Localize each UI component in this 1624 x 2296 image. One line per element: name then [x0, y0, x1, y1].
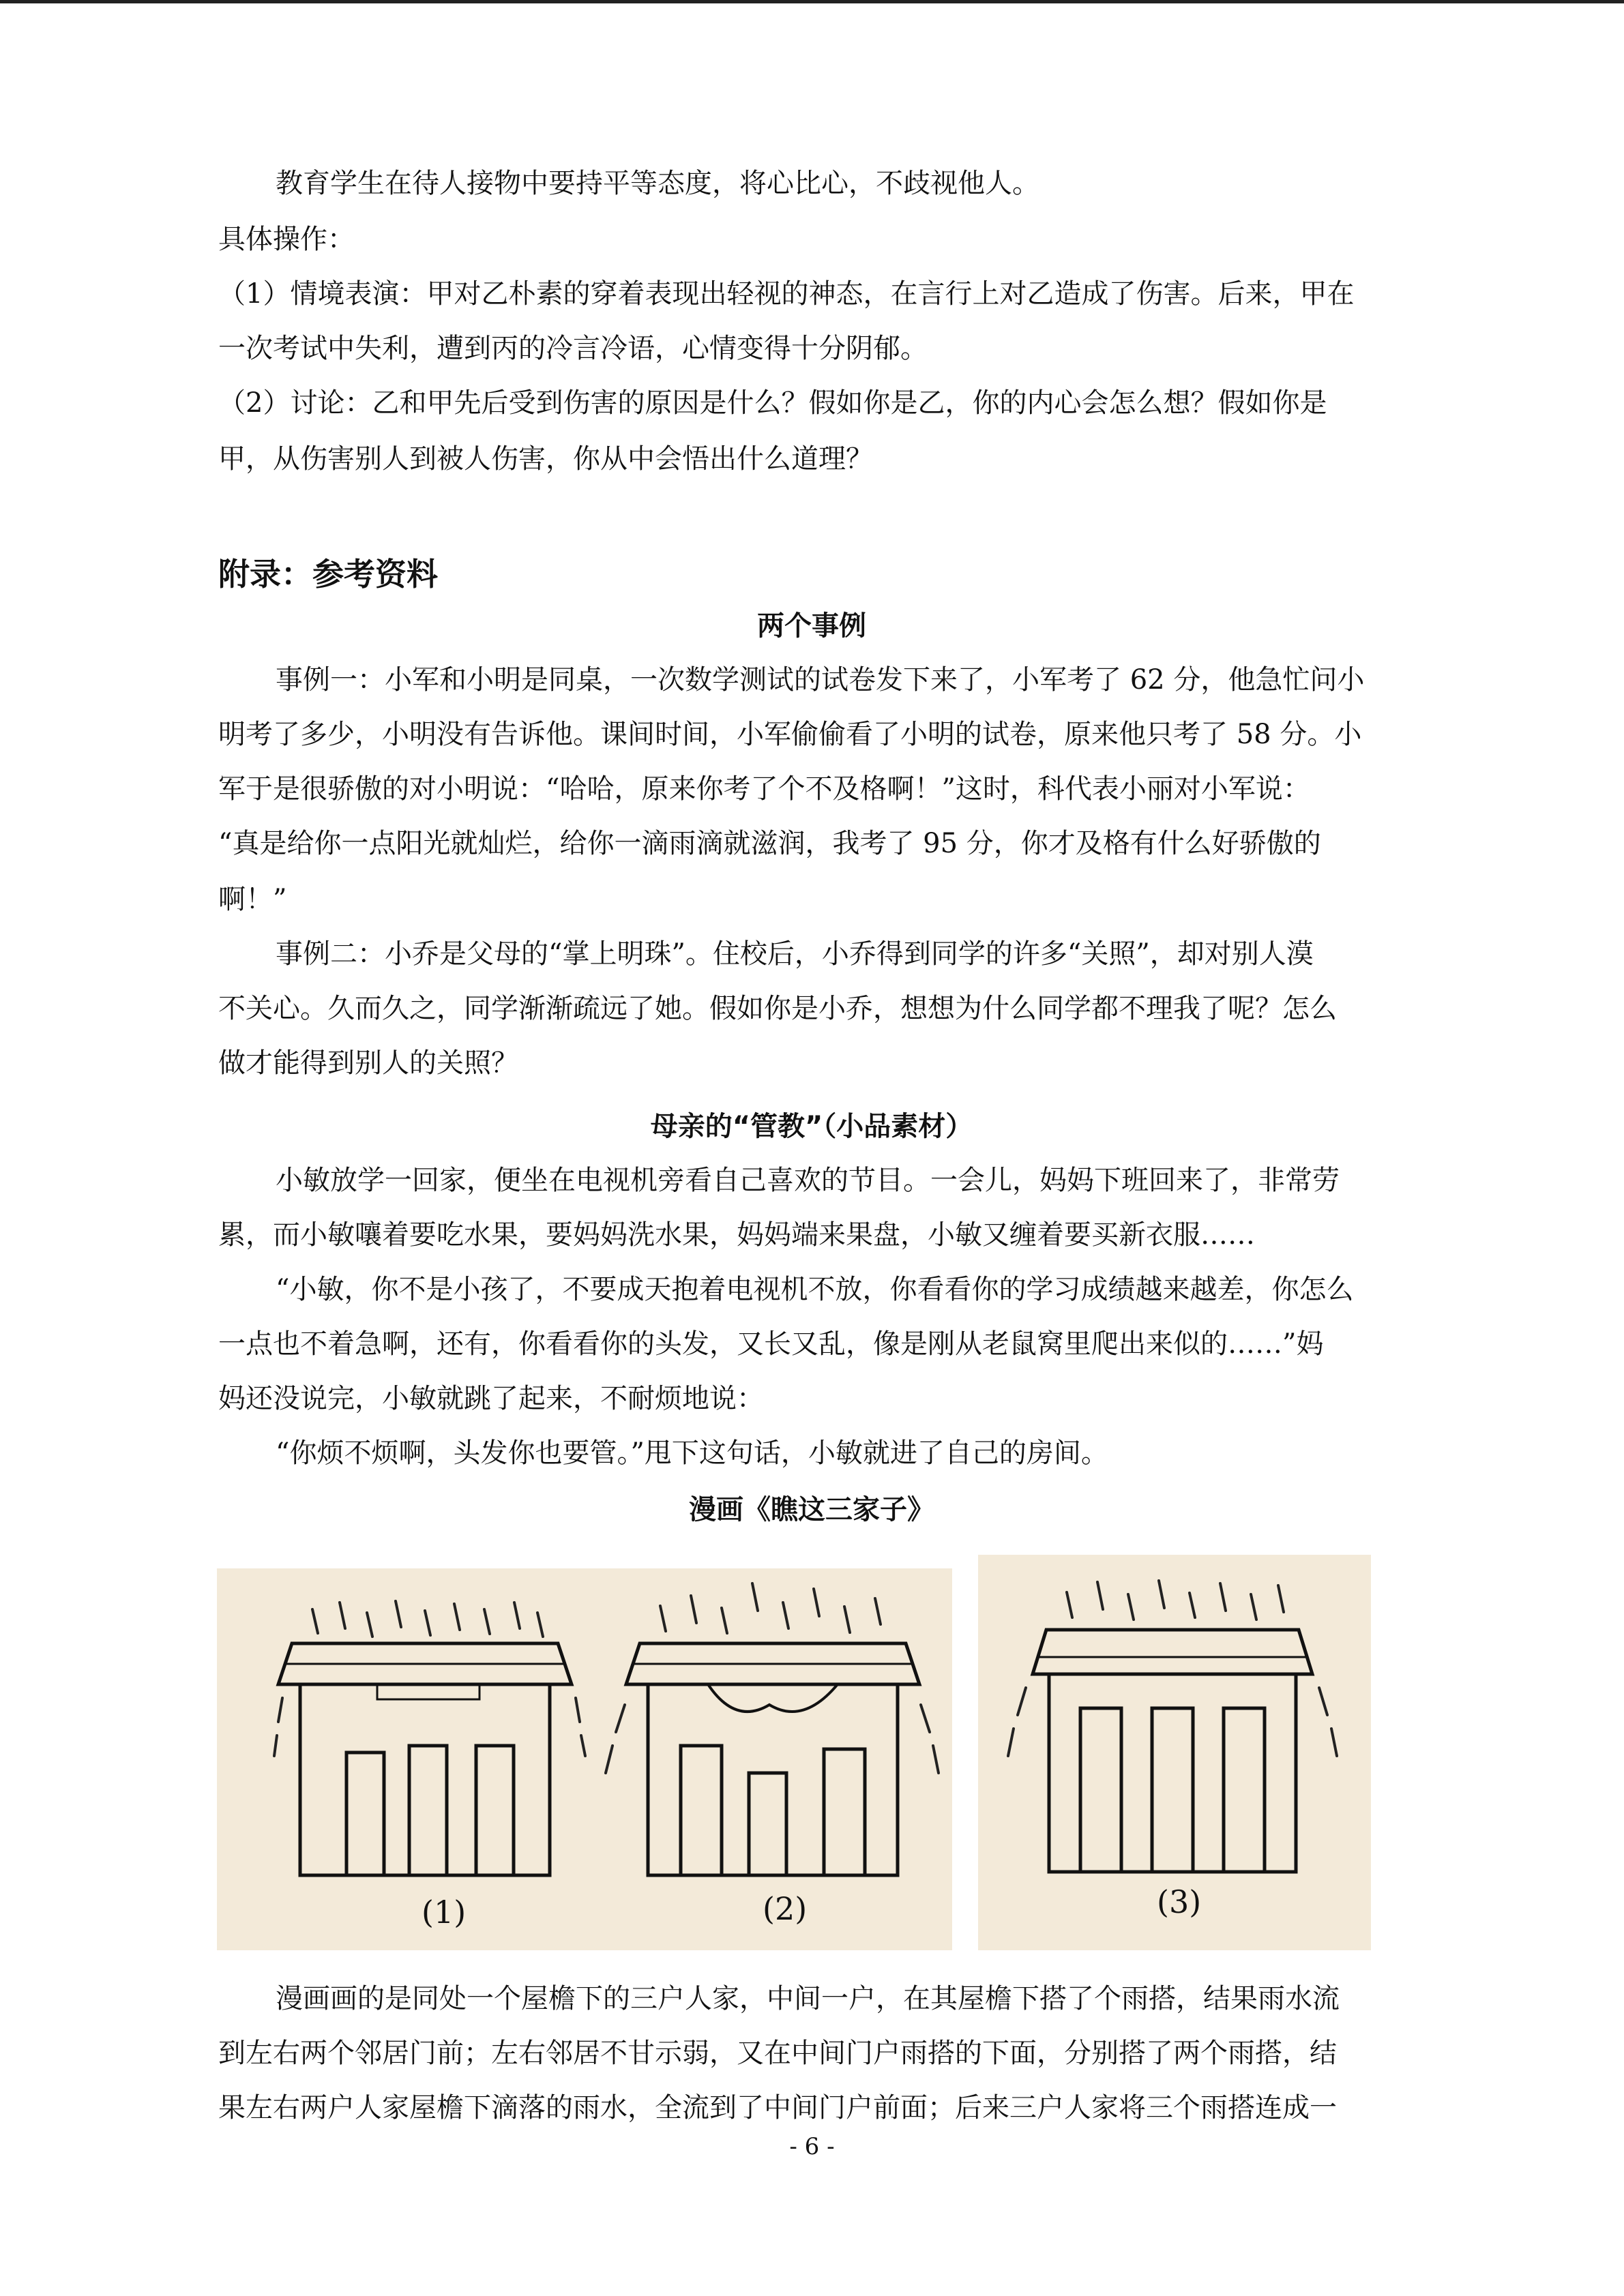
text-line: “你烦不烦啊，头发你也要管。”甩下这句话，小敏就进了自己的房间。	[276, 1437, 1108, 1469]
appendix-heading: 附录：参考资料	[218, 556, 438, 593]
text-line: 一次考试中失利，遭到丙的冷言冷语，心情变得十分阴郁。	[218, 333, 928, 364]
text-line: 妈还没说完，小敏就跳了起来，不耐烦地说：	[218, 1383, 764, 1414]
text-line: 不关心。久而久之，同学渐渐疏远了她。假如你是小乔，想想为什么同学都不理我了呢？怎么	[218, 993, 1337, 1024]
text-line: （1）情境表演：甲对乙朴素的穿着表现出轻视的神态，在言行上对乙造成了伤害。后来，甲在	[218, 278, 1355, 310]
text-line: 事例二：小乔是父母的“掌上明珠”。住校后，小乔得到同学的许多“关照”，却对别人漠	[276, 938, 1314, 970]
text-line: “真是给你一点阳光就灿烂，给你一滴雨滴就滋润，我考了 95 分，你才及格有什么好骄傲的	[218, 828, 1321, 859]
text-line: （2）讨论：乙和甲先后受到伤害的原因是什么？假如你是乙，你的内心会怎么想？假如你是	[218, 387, 1327, 419]
text-line: 累，而小敏嚷着要吃水果，要妈妈洗水果，妈妈端来果盘，小敏又缠着要买新衣服……	[218, 1219, 1255, 1251]
text-line: 漫画画的是同处一个屋檐下的三户人家，中间一户，在其屋檐下搭了个雨搭，结果雨水流	[276, 1983, 1340, 2014]
section-title-mother: 母亲的“管教”（小品素材）	[650, 1111, 973, 1142]
text-line: 甲，从伤害别人到被人伤害，你从中会悟出什么道理？	[218, 443, 873, 475]
text-line: 教育学生在待人接物中要持平等态度，将心比心，不歧视他人。	[276, 168, 1039, 199]
section-title-two-cases: 两个事例	[757, 610, 866, 642]
text-line: 军于是很骄傲的对小明说：“哈哈，原来你考了个不及格啊！”这时，科代表小丽对小军说：	[218, 773, 1310, 805]
page-top-border	[0, 0, 1624, 3]
text-line: “小敏，你不是小孩了，不要成天抱着电视机不放，你看看你的学习成绩越来越差，你怎么	[276, 1274, 1354, 1305]
panel-label-3: (3)	[1157, 1883, 1202, 1920]
cartoon-houses-1-2-illustration	[217, 1568, 952, 1950]
section-title-cartoon: 漫画《瞧这三家子》	[689, 1494, 934, 1525]
text-line: 明考了多少，小明没有告诉他。课间时间，小军偷偷看了小明的试卷，原来他只考了 58 分。小	[218, 719, 1362, 750]
cartoon-panels-1-2	[217, 1568, 952, 1950]
text-line: 做才能得到别人的关照？	[218, 1047, 518, 1079]
cartoon-house-3-illustration	[978, 1555, 1371, 1950]
text-line: 啊！”	[218, 884, 287, 915]
cartoon-panel-3	[978, 1555, 1371, 1950]
text-line: 事例一：小军和小明是同桌，一次数学测试的试卷发下来了，小军考了 62 分，他急忙问小	[276, 664, 1365, 696]
panel-label-2: (2)	[763, 1890, 808, 1927]
text-line: 到左右两个邻居门前；左右邻居不甘示弱，又在中间门户雨搭的下面，分别搭了两个雨搭，结	[218, 2038, 1337, 2069]
text-line: 一点也不着急啊，还有，你看看你的头发，又长又乱，像是刚从老鼠窝里爬出来似的……”妈	[218, 1328, 1324, 1360]
text-line: 果左右两户人家屋檐下滴落的雨水，全流到了中间门户前面；后来三户人家将三个雨搭连成一	[218, 2092, 1337, 2123]
text-line: 小敏放学一回家，便坐在电视机旁看自己喜欢的节目。一会儿，妈妈下班回来了，非常劳	[276, 1165, 1340, 1196]
panel-label-1: (1)	[422, 1894, 467, 1930]
page-number: - 6 -	[789, 2133, 835, 2160]
text-line: 具体操作：	[218, 224, 355, 255]
